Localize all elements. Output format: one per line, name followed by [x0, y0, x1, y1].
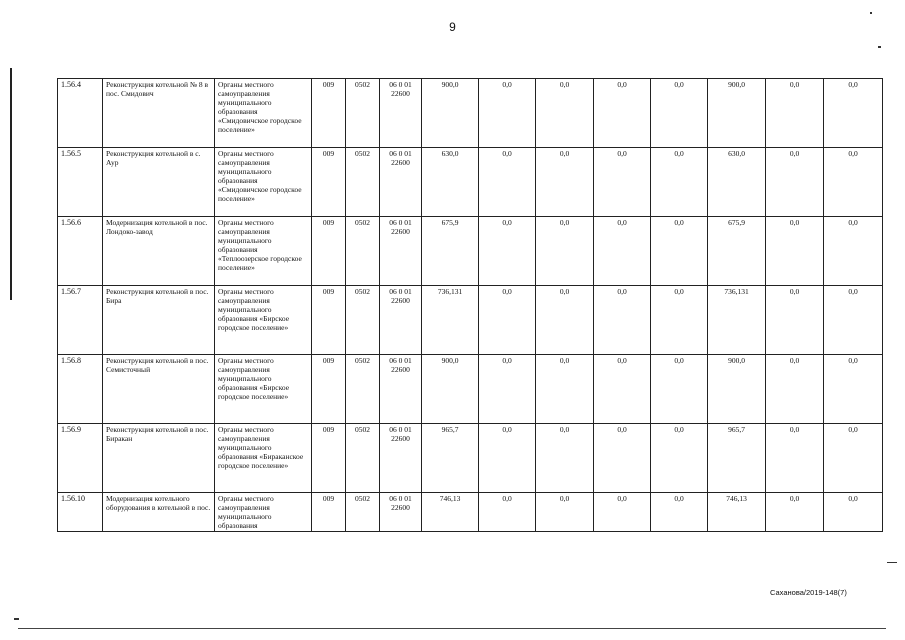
amount-cell: 0,0 — [536, 79, 594, 148]
page-number: 9 — [449, 20, 456, 34]
measure-name-cell: Реконструкция котельной в пос. Бира — [103, 286, 215, 355]
amount-cell: 900,0 — [708, 79, 766, 148]
scan-speck — [870, 12, 872, 14]
section-code-cell: 0502 — [346, 355, 380, 424]
section-code-cell: 0502 — [346, 217, 380, 286]
amount-cell: 0,0 — [824, 355, 883, 424]
measure-name-cell: Реконструкция котельной в с. Аур — [103, 148, 215, 217]
amount-cell: 0,0 — [766, 148, 824, 217]
amount-cell: 0,0 — [536, 217, 594, 286]
amount-cell: 965,7 — [708, 424, 766, 493]
amount-cell: 0,0 — [824, 217, 883, 286]
ministry-code-cell: 009 — [312, 79, 346, 148]
amount-cell: 0,0 — [824, 79, 883, 148]
amount-cell: 0,0 — [594, 79, 651, 148]
amount-cell: 675,9 — [708, 217, 766, 286]
amount-cell: 0,0 — [824, 148, 883, 217]
target-code-cell: 06 0 01 22600 — [380, 217, 422, 286]
row-number-cell: 1.56.10 — [58, 493, 103, 532]
measure-name-cell: Реконструкция котельной в пос. Биракан — [103, 424, 215, 493]
amount-cell: 0,0 — [766, 355, 824, 424]
target-code-cell: 06 0 01 22600 — [380, 79, 422, 148]
amount-cell: 0,0 — [651, 286, 708, 355]
measure-name-cell: Реконструкция котельной № 8 в пос. Смидович — [103, 79, 215, 148]
amount-total-cell: 736,131 — [422, 286, 479, 355]
row-number-cell: 1.56.9 — [58, 424, 103, 493]
ministry-code-cell: 009 — [312, 355, 346, 424]
amount-cell: 630,0 — [708, 148, 766, 217]
responsible-org-cell: Органы местного самоуправления муниципального образования «Бирское городское поселение» — [215, 355, 312, 424]
amount-total-cell: 900,0 — [422, 79, 479, 148]
amount-cell: 0,0 — [651, 355, 708, 424]
table-row — [58, 148, 883, 217]
amount-cell: 0,0 — [536, 286, 594, 355]
amount-total-cell: 746,13 — [422, 493, 479, 532]
amount-cell: 0,0 — [479, 493, 536, 532]
scan-speck — [878, 46, 881, 48]
ministry-code-cell: 009 — [312, 217, 346, 286]
budget-table-wrapper — [57, 78, 882, 532]
amount-cell: 0,0 — [766, 79, 824, 148]
responsible-org-cell: Органы местного самоуправления муниципального образования «Бирское городское поселение» — [215, 286, 312, 355]
target-code-cell: 06 0 01 22600 — [380, 424, 422, 493]
amount-cell: 0,0 — [651, 493, 708, 532]
amount-cell: 0,0 — [651, 217, 708, 286]
target-code-cell: 06 0 01 22600 — [380, 355, 422, 424]
amount-total-cell: 900,0 — [422, 355, 479, 424]
responsible-org-cell: Органы местного самоуправления муниципального образования «Смидовичское городское поселение» — [215, 148, 312, 217]
amount-cell: 0,0 — [651, 79, 708, 148]
amount-cell: 0,0 — [766, 424, 824, 493]
ministry-code-cell: 009 — [312, 493, 346, 532]
row-number-cell: 1.56.5 — [58, 148, 103, 217]
amount-cell: 0,0 — [651, 424, 708, 493]
amount-cell: 0,0 — [766, 286, 824, 355]
section-code-cell: 0502 — [346, 286, 380, 355]
scan-margin-bar — [10, 68, 12, 300]
table-row — [58, 424, 883, 493]
measure-name-cell: Реконструкция котельной в пос. Семисточный — [103, 355, 215, 424]
row-number-cell: 1.56.8 — [58, 355, 103, 424]
scan-speck — [14, 618, 19, 620]
target-code-cell: 06 0 01 22600 — [380, 493, 422, 532]
target-code-cell: 06 0 01 22600 — [380, 148, 422, 217]
amount-cell: 0,0 — [594, 148, 651, 217]
amount-cell: 0,0 — [594, 424, 651, 493]
amount-cell: 0,0 — [479, 424, 536, 493]
amount-cell: 0,0 — [766, 493, 824, 532]
measure-name-cell: Модернизация котельной в пос. Лондоко-завод — [103, 217, 215, 286]
row-number-cell: 1.56.7 — [58, 286, 103, 355]
amount-cell: 0,0 — [824, 424, 883, 493]
section-code-cell: 0502 — [346, 148, 380, 217]
amount-cell: 0,0 — [536, 493, 594, 532]
amount-cell: 746,13 — [708, 493, 766, 532]
amount-cell: 736,131 — [708, 286, 766, 355]
measure-name-cell: Модернизация котельного оборудования в котельной в пос. — [103, 493, 215, 532]
amount-cell: 0,0 — [479, 79, 536, 148]
table-row — [58, 493, 883, 532]
document-reference: Саханова/2019-148(7) — [770, 588, 847, 597]
amount-cell: 0,0 — [594, 286, 651, 355]
amount-total-cell: 675,9 — [422, 217, 479, 286]
amount-cell: 0,0 — [479, 148, 536, 217]
scan-speck — [887, 562, 897, 563]
amount-cell: 900,0 — [708, 355, 766, 424]
amount-cell: 0,0 — [536, 148, 594, 217]
row-number-cell: 1.56.4 — [58, 79, 103, 148]
row-number-cell: 1.56.6 — [58, 217, 103, 286]
responsible-org-cell: Органы местного самоуправления муниципального образования «Бираканское городское поселение» — [215, 424, 312, 493]
section-code-cell: 0502 — [346, 79, 380, 148]
responsible-org-cell: Органы местного самоуправления муниципального образования «Смидовичское городское поселение» — [215, 79, 312, 148]
table-row — [58, 355, 883, 424]
target-code-cell: 06 0 01 22600 — [380, 286, 422, 355]
amount-cell: 0,0 — [766, 217, 824, 286]
amount-cell: 0,0 — [536, 424, 594, 493]
table-row — [58, 286, 883, 355]
ministry-code-cell: 009 — [312, 286, 346, 355]
section-code-cell: 0502 — [346, 493, 380, 532]
amount-cell: 0,0 — [594, 355, 651, 424]
amount-cell: 0,0 — [479, 286, 536, 355]
amount-cell: 0,0 — [594, 493, 651, 532]
table-row — [58, 79, 883, 148]
amount-cell: 0,0 — [479, 217, 536, 286]
responsible-org-cell: Органы местного самоуправления муниципального образования — [215, 493, 312, 532]
amount-cell: 0,0 — [651, 148, 708, 217]
amount-cell: 0,0 — [824, 286, 883, 355]
amount-cell: 0,0 — [594, 217, 651, 286]
amount-cell: 0,0 — [536, 355, 594, 424]
ministry-code-cell: 009 — [312, 424, 346, 493]
budget-table — [57, 78, 883, 532]
responsible-org-cell: Органы местного самоуправления муниципального образования «Теплоозерское городское поселение» — [215, 217, 312, 286]
section-code-cell: 0502 — [346, 424, 380, 493]
amount-total-cell: 965,7 — [422, 424, 479, 493]
bottom-rule — [18, 628, 886, 629]
amount-total-cell: 630,0 — [422, 148, 479, 217]
ministry-code-cell: 009 — [312, 148, 346, 217]
amount-cell: 0,0 — [479, 355, 536, 424]
amount-cell: 0,0 — [824, 493, 883, 532]
table-row — [58, 217, 883, 286]
